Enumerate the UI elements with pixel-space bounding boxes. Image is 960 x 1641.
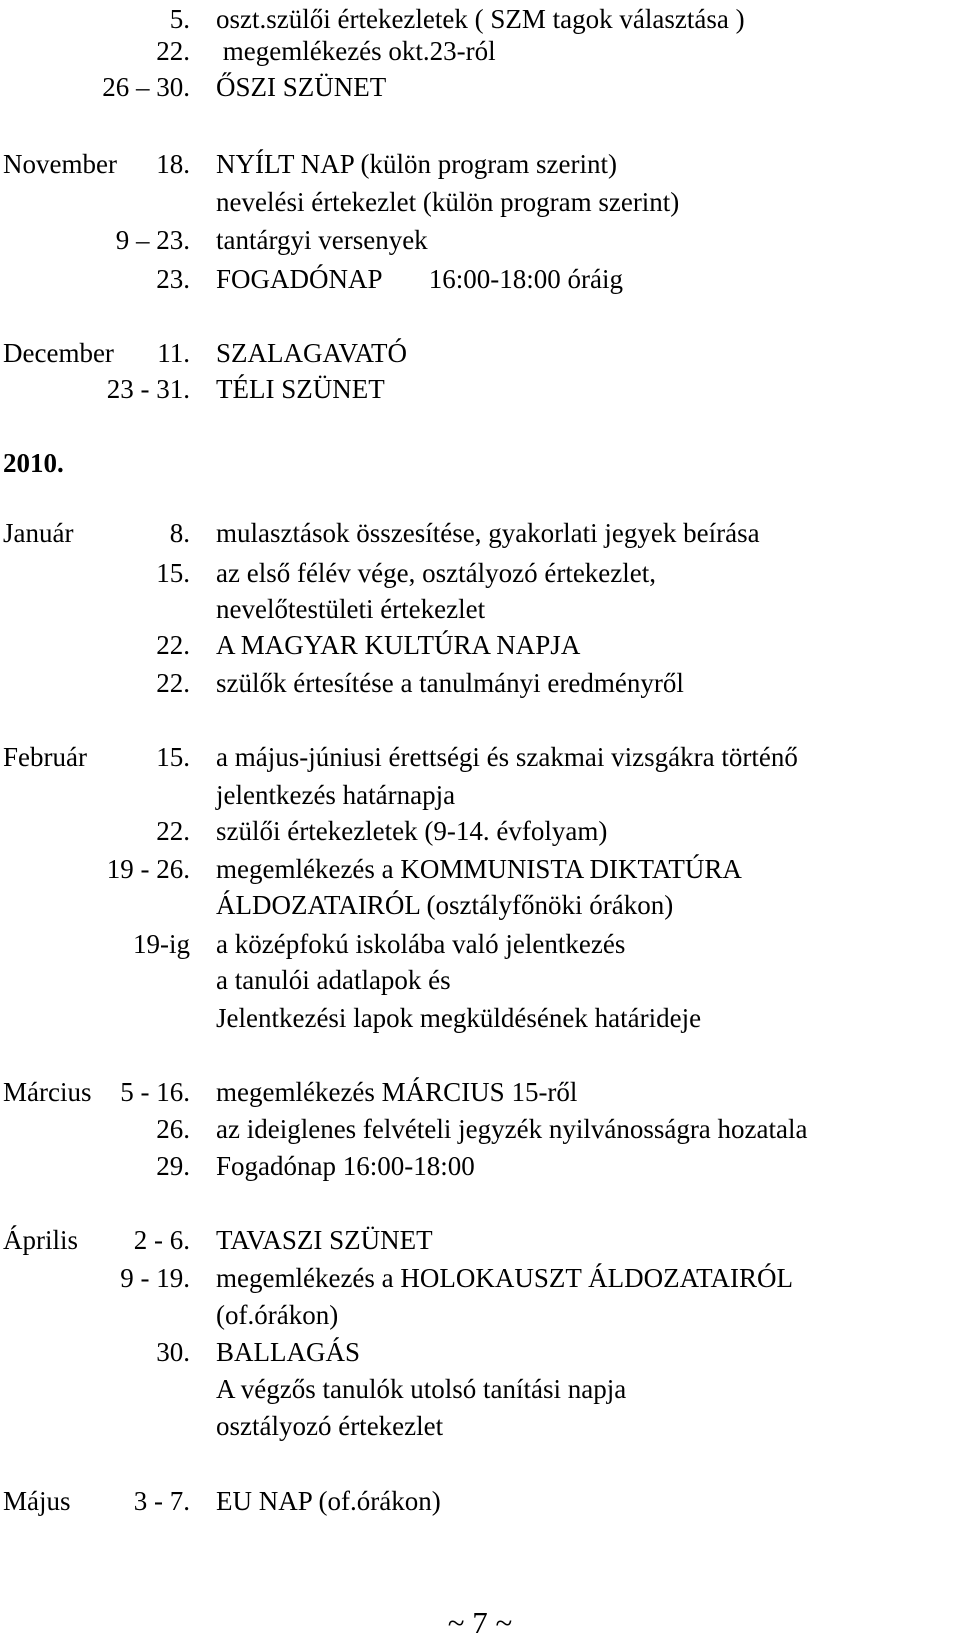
schedule-row xyxy=(0,738,960,776)
schedule-row xyxy=(0,68,960,106)
schedule-row xyxy=(0,776,960,814)
page-number: ~ 7 ~ xyxy=(447,1605,513,1640)
event-description: FOGADÓNAP 16:00-18:00 óráig xyxy=(216,264,623,294)
event-description: szülők értesítése a tanulmányi eredményről xyxy=(216,668,684,698)
event-date: 3 - 7. xyxy=(133,1486,190,1516)
event-date: 5 - 16. xyxy=(120,1077,190,1107)
schedule-row xyxy=(0,1110,960,1148)
schedule-row xyxy=(0,850,960,888)
event-description: NYÍLT NAP (külön program szerint) xyxy=(216,149,617,179)
schedule-row xyxy=(0,1482,960,1520)
event-date: 5. xyxy=(169,4,190,34)
event-description: nevelőtestületi értekezlet xyxy=(216,594,486,624)
schedule-row xyxy=(0,1221,960,1259)
event-date: 19 - 26. xyxy=(106,854,190,884)
event-description: TÉLI SZÜNET xyxy=(216,374,385,404)
schedule-row xyxy=(0,925,960,963)
event-description: megemlékezés a HOLOKAUSZT ÁLDOZATAIRÓL xyxy=(216,1263,793,1293)
event-description: nevelési értekezlet (külön program szerint) xyxy=(216,187,680,217)
schedule-row xyxy=(0,370,960,408)
schedule-row xyxy=(0,334,960,372)
schedule-row xyxy=(0,1370,960,1408)
schedule-row xyxy=(0,664,960,702)
schedule-row xyxy=(0,999,960,1037)
event-description: EU NAP (of.órákon) xyxy=(216,1486,441,1516)
event-date: 9 – 23. xyxy=(115,225,190,255)
month-label: November xyxy=(3,149,117,179)
month-label: Május xyxy=(3,1486,71,1516)
event-date: 11. xyxy=(157,338,190,368)
event-description: a május-júniusi érettségi és szakmai vizsgákra történő xyxy=(216,742,798,772)
event-description: megemlékezés a KOMMUNISTA DIKTATÚRA xyxy=(216,854,742,884)
event-date: 15. xyxy=(156,742,190,772)
schedule-row xyxy=(0,1333,960,1371)
event-date: 22. xyxy=(156,36,190,66)
schedule-row xyxy=(0,1407,960,1445)
schedule-row xyxy=(0,514,960,552)
event-date: 19-ig xyxy=(133,929,190,959)
event-date: 15. xyxy=(156,558,190,588)
month-label: Március xyxy=(3,1077,92,1107)
event-description: BALLAGÁS xyxy=(216,1337,361,1367)
schedule-row xyxy=(0,590,960,628)
schedule-row xyxy=(0,1147,960,1185)
event-description: mulasztások összesítése, gyakorlati jegyek beírása xyxy=(216,518,760,548)
schedule-row xyxy=(0,1073,960,1111)
schedule-row xyxy=(0,183,960,221)
schedule-row xyxy=(0,886,960,924)
event-description: a középfokú iskolába való jelentkezés xyxy=(216,929,626,959)
event-date: 29. xyxy=(156,1151,190,1181)
event-description: osztályozó értekezlet xyxy=(216,1411,444,1441)
schedule-row xyxy=(0,221,960,259)
month-label: Február xyxy=(3,742,87,772)
event-description: megemlékezés okt.23-ról xyxy=(216,36,496,66)
event-description: TAVASZI SZÜNET xyxy=(216,1225,433,1255)
event-description: tantárgyi versenyek xyxy=(216,225,428,255)
schedule-row xyxy=(0,444,960,482)
event-date: 18. xyxy=(156,149,190,179)
event-description: Jelentkezési lapok megküldésének határideje xyxy=(216,1003,702,1033)
event-date: 23. xyxy=(156,264,190,294)
schedule-row xyxy=(0,145,960,183)
event-date: 2 - 6. xyxy=(133,1225,190,1255)
event-description: az ideiglenes felvételi jegyzék nyilvánosságra hozatala xyxy=(216,1114,808,1144)
event-date: 22. xyxy=(156,816,190,846)
event-description: A végzős tanulók utolsó tanítási napja xyxy=(216,1374,627,1404)
month-label: Április xyxy=(3,1225,79,1255)
event-description: szülői értekezletek (9-14. évfolyam) xyxy=(216,816,608,846)
month-label: December xyxy=(3,338,114,368)
schedule-row xyxy=(0,554,960,592)
schedule-row xyxy=(0,626,960,664)
event-description: (of.órákon) xyxy=(216,1300,339,1330)
event-description: A MAGYAR KULTÚRA NAPJA xyxy=(216,630,581,660)
event-description: megemlékezés MÁRCIUS 15-ről xyxy=(216,1077,578,1107)
event-date: 26 – 30. xyxy=(102,72,190,102)
event-description: az első félév vége, osztályozó értekezlet, xyxy=(216,558,657,588)
event-date: 26. xyxy=(156,1114,190,1144)
event-date: 8. xyxy=(169,518,190,548)
schedule-row xyxy=(0,260,960,298)
event-description: a tanulói adatlapok és xyxy=(216,965,451,995)
month-label: Január xyxy=(3,518,74,548)
event-description: SZALAGAVATÓ xyxy=(216,338,408,368)
event-description: Fogadónap 16:00-18:00 xyxy=(216,1151,475,1181)
event-date: 23 - 31. xyxy=(106,374,190,404)
event-date: 22. xyxy=(156,630,190,660)
event-description: ŐSZI SZÜNET xyxy=(216,72,387,102)
schedule-row xyxy=(0,32,960,70)
schedule-row xyxy=(0,812,960,850)
event-description: oszt.szülői értekezletek ( SZM tagok választása ) xyxy=(216,4,745,34)
event-date: 9 - 19. xyxy=(120,1263,190,1293)
event-description: ÁLDOZATAIRÓL (osztályfőnöki órákon) xyxy=(216,890,674,920)
event-description: jelentkezés határnapja xyxy=(216,780,456,810)
schedule-row xyxy=(0,961,960,999)
event-date: 22. xyxy=(156,668,190,698)
year-heading: 2010. xyxy=(3,448,64,478)
schedule-row xyxy=(0,1259,960,1297)
event-date: 30. xyxy=(156,1337,190,1367)
schedule-row xyxy=(0,1296,960,1334)
